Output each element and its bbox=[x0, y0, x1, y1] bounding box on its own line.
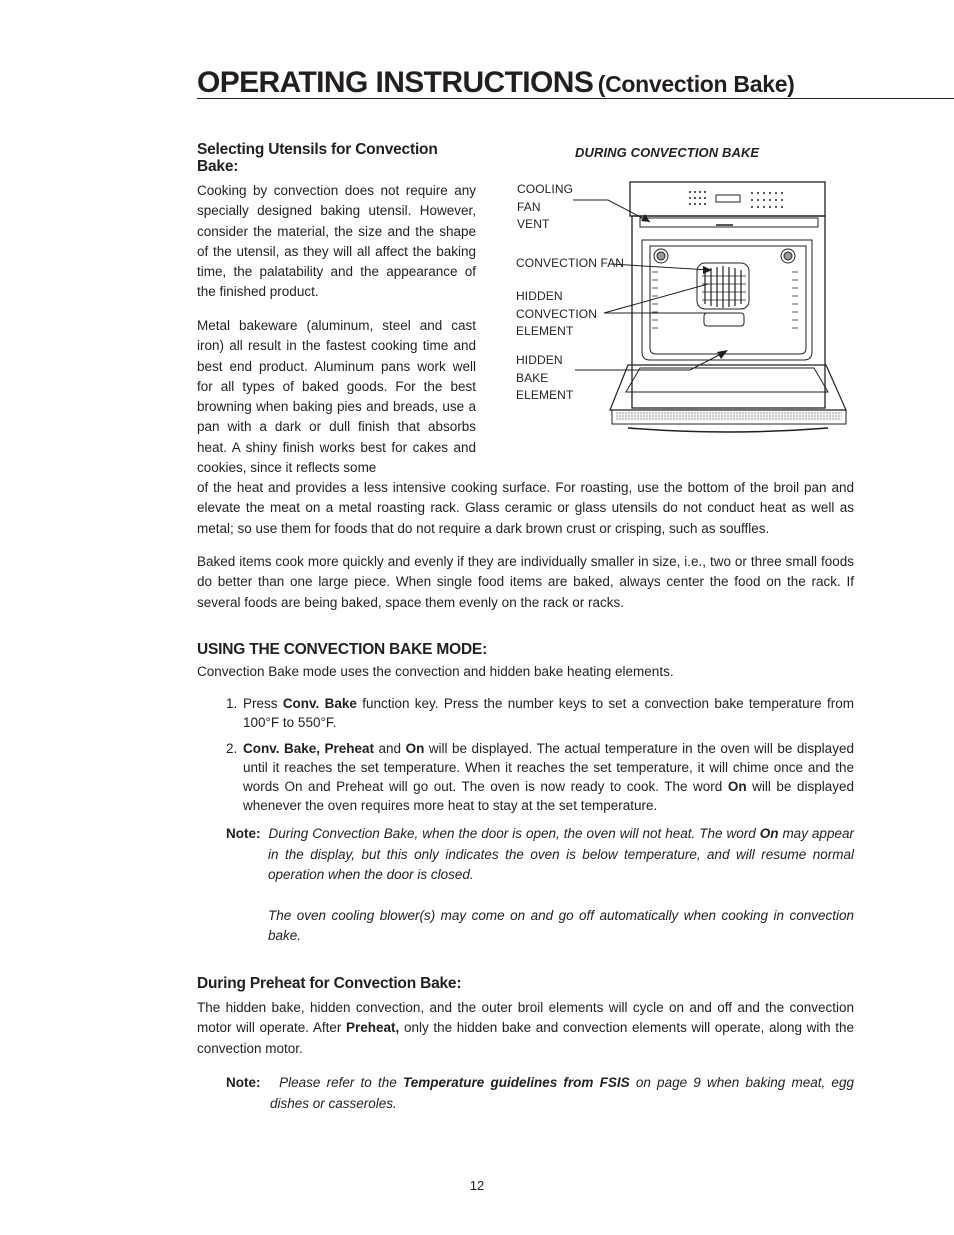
step-2-number: 2. bbox=[226, 741, 238, 757]
oven-door bbox=[610, 365, 846, 410]
oven-control-panel bbox=[630, 182, 825, 216]
mode-heading: USING THE CONVECTION BAKE MODE: bbox=[197, 641, 488, 658]
label-hidden-convection-element: HIDDEN CONVECTION ELEMENT bbox=[516, 289, 598, 338]
fan-lower-panel bbox=[704, 313, 744, 326]
oven-diagram bbox=[560, 175, 860, 445]
note-label: Note: bbox=[226, 826, 261, 841]
step-2: 2. Conv. Bake, Preheat and On will be displayed. The actual temperature in the oven will be displayed until it reaches the set temperature. When it reaches the set temperature, it will chime once and the words On and Preheat will go out. The oven is now ready to cook. The word On will be displayed whenever the oven requires more heat to stay at the set temperature. bbox=[226, 741, 854, 813]
preheat-heading: During Preheat for Convection Bake: bbox=[197, 975, 462, 992]
control-keypad-right bbox=[751, 192, 783, 208]
step-1: 1. Press Conv. Bake function key. Press the number keys to set a convection bake temperature from 100°F to 550°F. bbox=[226, 696, 854, 730]
control-keypad-left bbox=[689, 191, 706, 205]
preheat-para: The hidden bake, hidden convection, and the outer broil elements will cycle on and off and the convection motor will operate. After Preheat, only the hidden bake and convection elements will operate, along with the convection motor. bbox=[197, 1000, 854, 1056]
preheat-note: Note: Please refer to the Temperature guidelines from FSIS on page 9 when baking meat, egg dishes or casseroles. bbox=[226, 1075, 854, 1111]
mode-note-blower: The oven cooling blower(s) may come on and go off automatically when cooking in convection bake. bbox=[268, 907, 854, 943]
mode-note: Note: During Convection Bake, when the door is open, the oven will not heat. The word On may appear in the display, but this only indicates the oven is below temperature, and will resume normal operation when the door is closed. The oven cooling blower(s) may come on and go off automatically when cooking in convection bake. bbox=[226, 824, 854, 947]
oven-door-bottom-trim bbox=[628, 428, 828, 432]
mode-intro: Convection Bake mode uses the convection and hidden bake heating elements. bbox=[197, 664, 674, 679]
diagram-caption: DURING CONVECTION BAKE bbox=[575, 145, 760, 160]
oven-door-handle bbox=[612, 410, 846, 424]
page-title bbox=[197, 66, 795, 100]
rack-supports-left bbox=[652, 272, 658, 328]
utensils-para1: Cooking by convection does not require any specially designed baking utensil. However, consider the material, the size and the shape of the utensil, as they will all affect the baking time, the palatability and the appearance of the finished product. bbox=[197, 183, 476, 300]
rack-supports-right bbox=[792, 272, 798, 328]
leader-hidden-bake bbox=[575, 352, 725, 370]
label-convection-fan: CONVECTION FAN bbox=[516, 256, 625, 270]
utensils-para3: Baked items cook more quickly and evenly if they are individually smaller in size, i.e., two or three small foods do better than one large piece. When single food items are baked, always center the food on the rack. If several foods are being baked, space them evenly on the rack or racks. bbox=[197, 554, 854, 610]
utensils-para2-column: Metal bakeware (aluminum, steel and cast iron) all result in the fastest cooking time and best end product. Aluminum pans work well for all types of baked goods. For the best browning when baking pies and breads, use a pan with a dark or dull finish that absorbs heat. A shiny finish works best for cakes and cookies, since it reflects some bbox=[197, 318, 476, 476]
convection-fan-grille bbox=[702, 266, 746, 308]
step-1-number: 1. bbox=[226, 696, 238, 711]
mode-steps bbox=[197, 695, 854, 815]
title-main: OPERATING INSTRUCTIONS bbox=[197, 66, 594, 99]
title-rule bbox=[197, 98, 954, 99]
oven-door-window bbox=[626, 368, 828, 392]
control-display bbox=[716, 195, 740, 202]
label-cooling-fan-vent: COOLING FAN VENT bbox=[517, 182, 574, 231]
page-number: 12 bbox=[469, 1178, 485, 1193]
leader-convection-fan bbox=[611, 264, 710, 270]
preheat-note-label: Note: bbox=[226, 1075, 261, 1090]
utensils-para2-continued: of the heat and provides a less intensive cooking surface. For roasting, use the bottom of the broil pan and elevate the meat on a metal roasting rack. Glass ceramic or glass utensils do not conduct heat as well as metal; so use them for foods that do not require a dark brown crust or crisping, such as souffles. bbox=[197, 480, 854, 536]
title-sub: (Convection Bake) bbox=[597, 71, 795, 97]
utensils-heading: Selecting Utensils for Convection Bake: bbox=[197, 141, 438, 175]
label-hidden-bake-element: HIDDEN BAKE ELEMENT bbox=[516, 353, 574, 402]
leader-cooling-vent bbox=[573, 200, 650, 222]
